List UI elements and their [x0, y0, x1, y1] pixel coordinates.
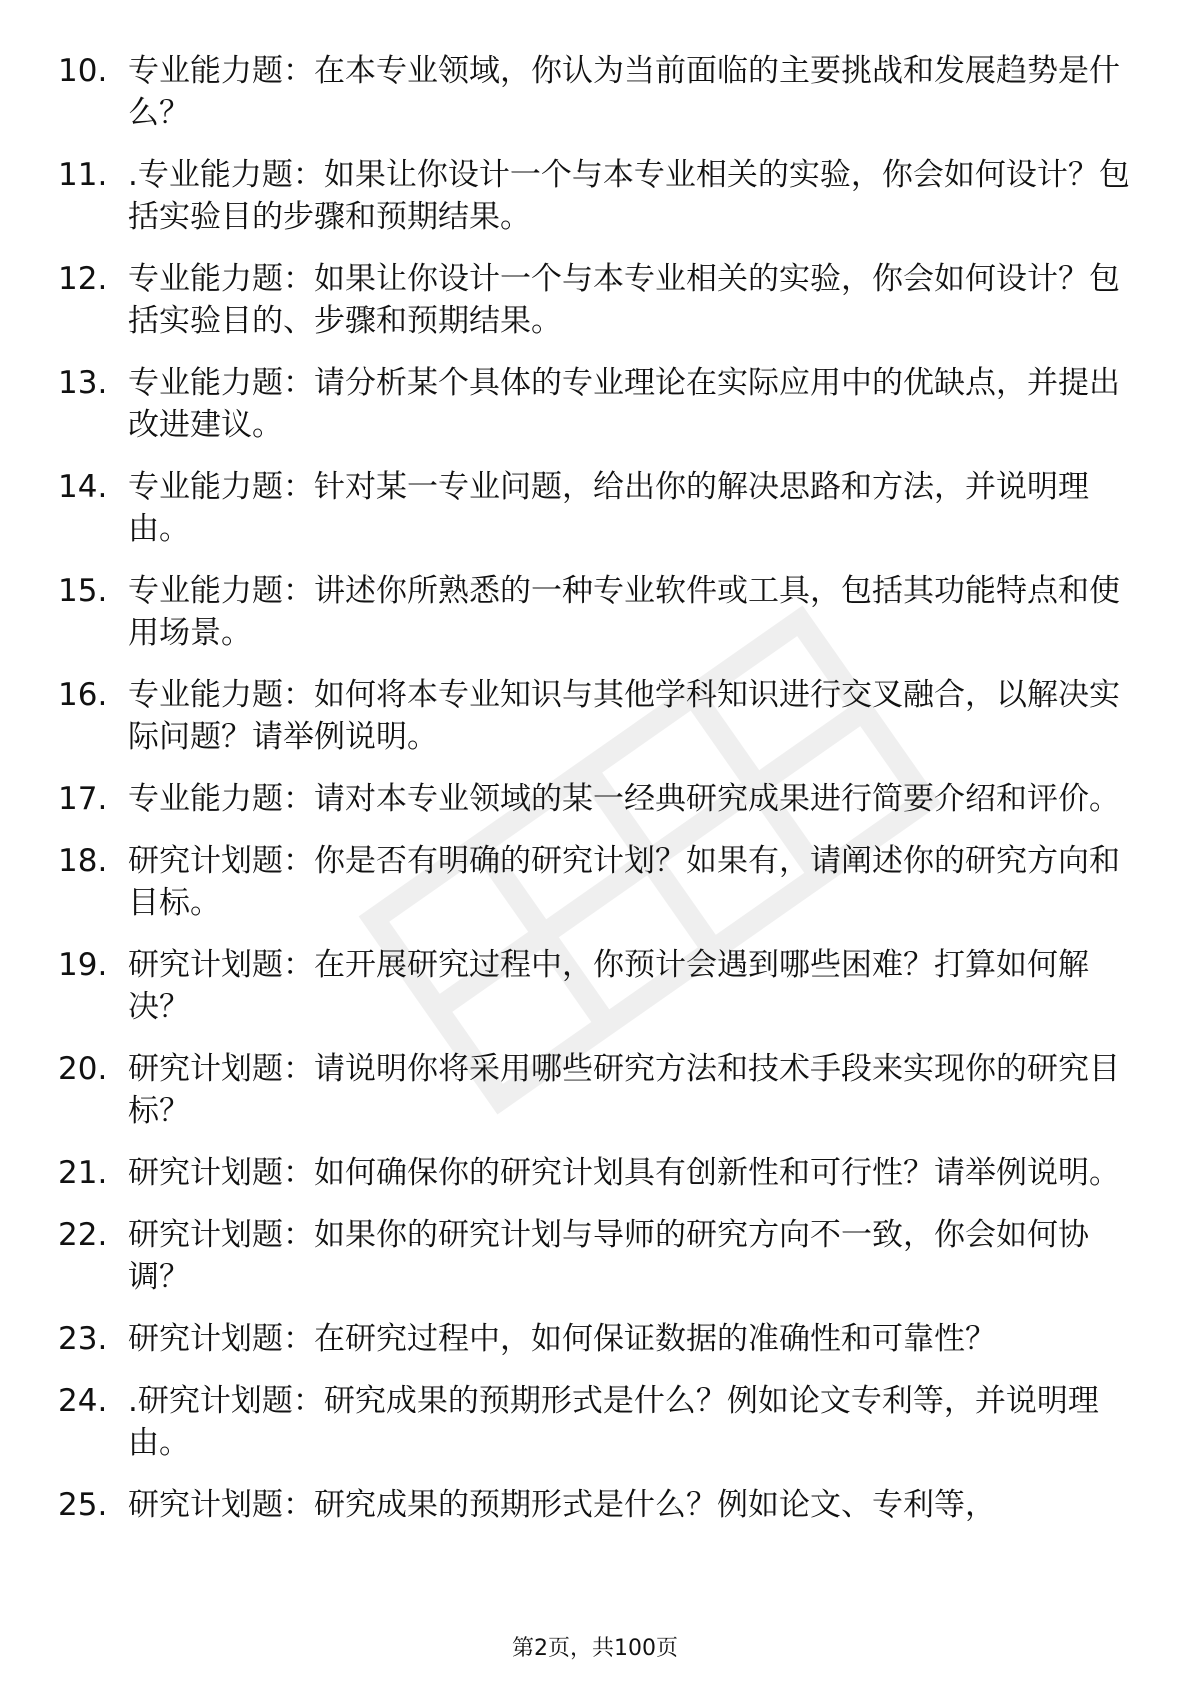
- question-text: 研究计划题：如果你的研究计划与导师的研究方向不一致，你会如何协调？: [128, 1217, 1089, 1295]
- question-number: 25.: [58, 1487, 108, 1523]
- question-text: 研究计划题：如何确保你的研究计划具有创新性和可行性？请举例说明。: [128, 1155, 1120, 1191]
- question-item: [58, 154, 1133, 238]
- question-item: [58, 1152, 1133, 1194]
- question-item: [58, 778, 1133, 820]
- question-item: [58, 1380, 1133, 1464]
- question-item: [58, 570, 1133, 654]
- question-number: 11.: [58, 157, 108, 193]
- question-item: [58, 1214, 1133, 1298]
- question-number: 23.: [58, 1321, 108, 1357]
- question-number: 17.: [58, 781, 108, 817]
- question-item: [58, 840, 1133, 924]
- question-text: 专业能力题：请对本专业领域的某一经典研究成果进行简要介绍和评价。: [128, 781, 1120, 817]
- question-text: 专业能力题：讲述你所熟悉的一种专业软件或工具，包括其功能特点和使用场景。: [128, 573, 1120, 651]
- question-item: [58, 1048, 1133, 1132]
- question-item: [58, 50, 1133, 134]
- question-item: [58, 466, 1133, 550]
- page-footer: [0, 1634, 1190, 1664]
- question-text: 研究计划题：请说明你将采用哪些研究方法和技术手段来实现你的研究目标？: [128, 1051, 1120, 1129]
- question-number: 19.: [58, 947, 108, 983]
- question-number: 22.: [58, 1217, 108, 1253]
- question-text: 研究计划题：研究成果的预期形式是什么？例如论文、专利等，: [128, 1487, 996, 1523]
- question-number: 15.: [58, 573, 108, 609]
- question-number: 10.: [58, 53, 108, 89]
- question-text: 专业能力题：请分析某个具体的专业理论在实际应用中的优缺点，并提出改进建议。: [128, 365, 1120, 443]
- question-text: 专业能力题：针对某一专业问题，给出你的解决思路和方法，并说明理由。: [128, 469, 1089, 547]
- question-item: [58, 1318, 1133, 1360]
- question-item: [58, 258, 1133, 342]
- question-text: .研究计划题：研究成果的预期形式是什么？例如论文专利等，并说明理由。: [128, 1383, 1099, 1461]
- question-number: 21.: [58, 1155, 108, 1191]
- question-text: 专业能力题：如果让你设计一个与本专业相关的实验，你会如何设计？包括实验目的、步骤和预期结果。: [128, 261, 1120, 339]
- question-number: 24.: [58, 1383, 108, 1419]
- question-text: 专业能力题：如何将本专业知识与其他学科知识进行交叉融合，以解决实际问题？请举例说明。: [128, 677, 1120, 755]
- question-number: 18.: [58, 843, 108, 879]
- question-text: .专业能力题：如果让你设计一个与本专业相关的实验，你会如何设计？包括实验目的步骤和预期结果。: [128, 157, 1130, 235]
- question-text: 专业能力题：在本专业领域，你认为当前面临的主要挑战和发展趋势是什么？: [128, 53, 1120, 131]
- question-item: [58, 674, 1133, 758]
- page-number-label: 第2页，共100页: [512, 1636, 678, 1661]
- question-item: [58, 944, 1133, 1028]
- question-item: [58, 1484, 1133, 1526]
- question-text: 研究计划题：在研究过程中，如何保证数据的准确性和可靠性？: [128, 1321, 996, 1357]
- question-text: 研究计划题：在开展研究过程中，你预计会遇到哪些困难？打算如何解决？: [128, 947, 1089, 1025]
- question-list: [58, 50, 1133, 1546]
- question-number: 16.: [58, 677, 108, 713]
- question-text: 研究计划题：你是否有明确的研究计划？如果有，请阐述你的研究方向和目标。: [128, 843, 1120, 921]
- question-number: 20.: [58, 1051, 108, 1087]
- question-number: 13.: [58, 365, 108, 401]
- question-item: [58, 362, 1133, 446]
- question-number: 14.: [58, 469, 108, 505]
- question-number: 12.: [58, 261, 108, 297]
